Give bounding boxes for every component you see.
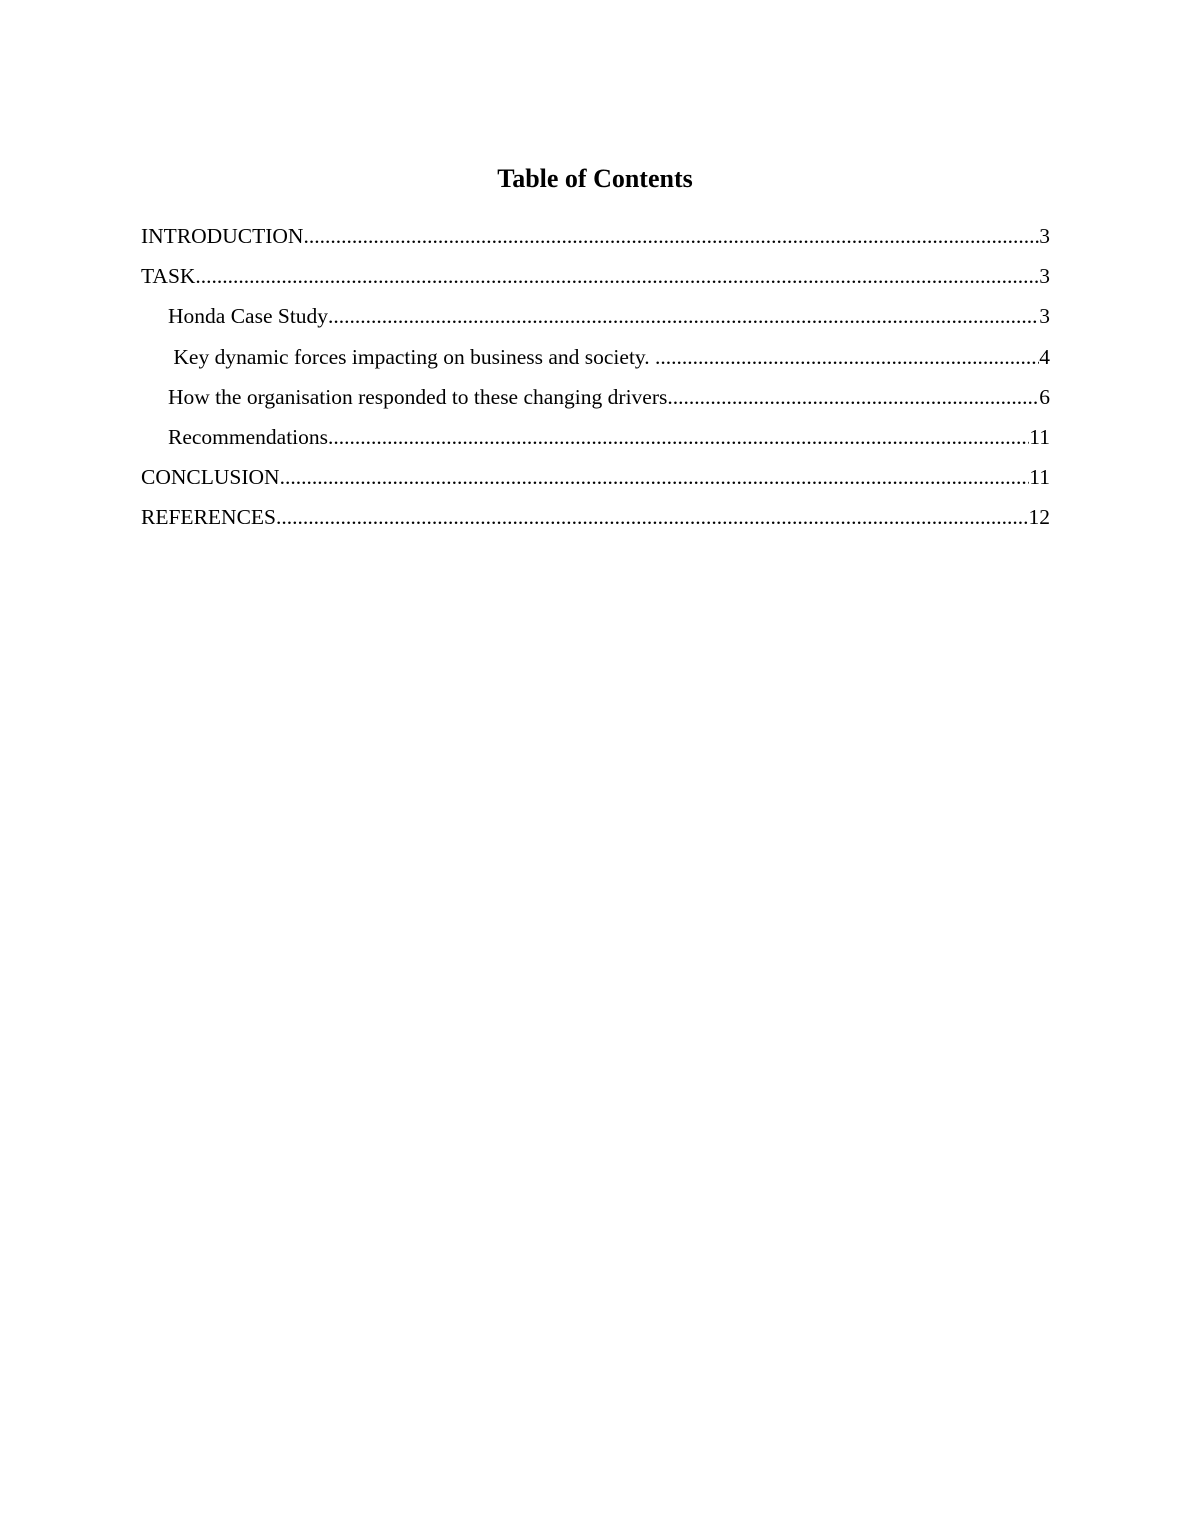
toc-entry-key-dynamic-forces[interactable] <box>141 341 1050 381</box>
toc-entry-label: CONCLUSION <box>141 465 280 490</box>
toc-dot-leader <box>276 501 1029 533</box>
toc-entry-label: TASK <box>141 264 196 289</box>
toc-page-number: 11 <box>1029 424 1050 449</box>
toc-entry-references[interactable] <box>141 501 1050 541</box>
toc-entry-task[interactable] <box>141 260 1050 300</box>
toc-title: Table of Contents <box>497 164 693 193</box>
toc-entry-label: REFERENCES <box>141 505 276 530</box>
toc-entry-label: Key dynamic forces impacting on business and society. <box>168 344 656 369</box>
toc-entry-conclusion[interactable] <box>141 461 1050 501</box>
toc-dot-leader <box>328 300 1039 332</box>
toc-entry-label: Recommendations <box>168 424 329 449</box>
toc-dot-leader <box>655 341 1039 373</box>
toc-entry-label: INTRODUCTION <box>141 224 304 248</box>
toc-page-number: 4 <box>1039 344 1050 369</box>
toc-page-number: 3 <box>1039 264 1050 289</box>
toc-entry-recommendations[interactable] <box>141 421 1050 461</box>
toc-dot-leader <box>303 220 1039 252</box>
toc-entry-honda-case-study[interactable] <box>141 300 1050 340</box>
toc-entry-label: How the organisation responded to these changing drivers <box>168 384 668 409</box>
toc-page-number: 3 <box>1039 304 1050 329</box>
toc-dot-leader <box>328 421 1029 453</box>
toc-entry-label: Honda Case Study <box>168 304 329 329</box>
toc-dot-leader <box>195 260 1039 292</box>
toc-page-number: 11 <box>1029 465 1050 490</box>
toc-entry-introduction[interactable] <box>141 220 1050 260</box>
toc-page-number: 6 <box>1039 384 1050 409</box>
toc-page-number: 3 <box>1039 224 1050 248</box>
toc-entry-organisation-response[interactable] <box>141 381 1050 421</box>
toc-dot-leader <box>667 381 1039 413</box>
toc-list <box>141 220 1050 542</box>
toc-page-number: 12 <box>1028 505 1050 530</box>
toc-dot-leader <box>280 461 1030 493</box>
